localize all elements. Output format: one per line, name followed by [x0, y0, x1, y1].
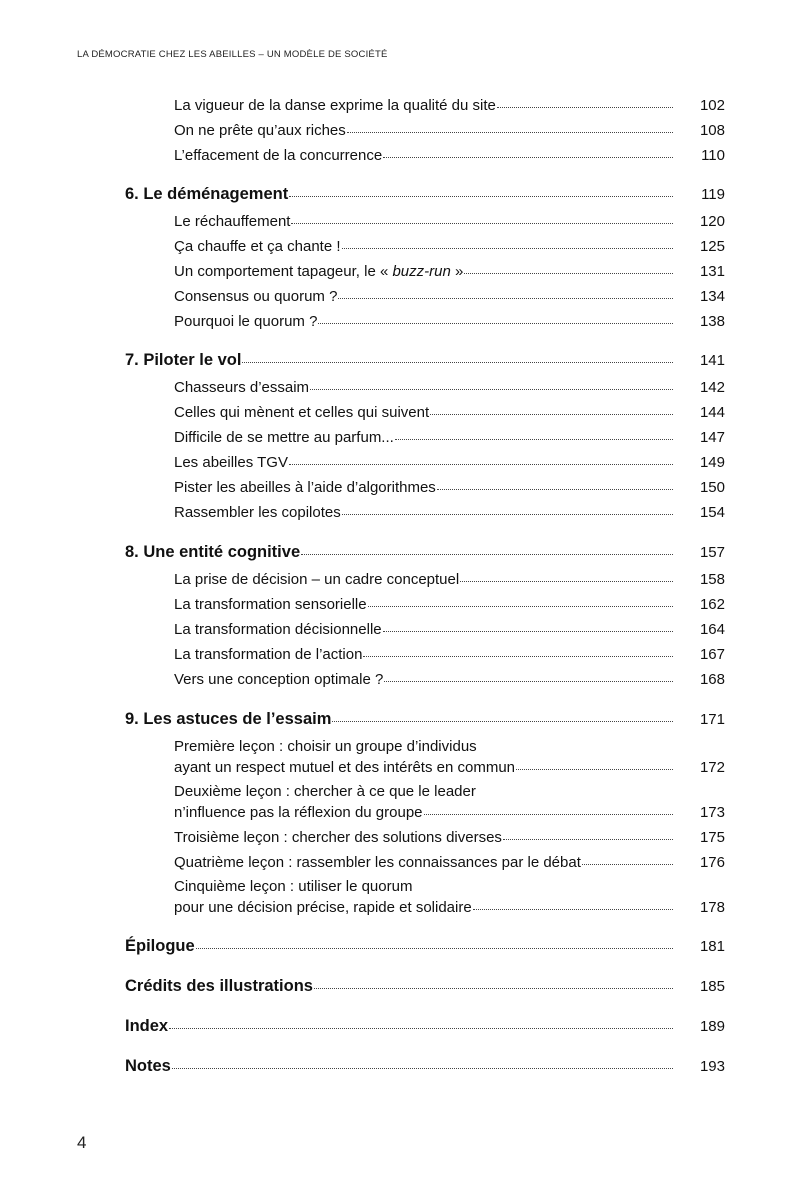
- toc-entry: [174, 479, 725, 496]
- toc-entry-page: 173: [699, 804, 725, 821]
- toc-chapter: [125, 710, 725, 729]
- toc-entry-title: ayant un respect mutuel et des intérêts en commun: [174, 759, 516, 776]
- toc-entry: [174, 288, 725, 305]
- dot-leader: [503, 839, 673, 840]
- toc-entry-title: Vers une conception optimale ?: [174, 671, 384, 688]
- page-number: 4: [77, 1133, 87, 1152]
- dot-leader: [314, 988, 673, 989]
- toc-entry: [174, 97, 725, 114]
- dot-leader: [169, 1028, 673, 1029]
- dot-leader: [172, 1068, 673, 1069]
- toc-entry-page: 149: [699, 454, 725, 471]
- toc-entry-title: Un comportement tapageur, le « buzz-run »: [174, 263, 464, 280]
- dot-leader: [289, 464, 673, 465]
- toc-entry: [174, 646, 725, 663]
- toc-entry-page: 102: [699, 97, 725, 114]
- toc-entry-title: Pister les abeilles à l’aide d’algorithmes: [174, 479, 436, 496]
- toc-entry-page: 138: [699, 313, 725, 330]
- toc-entry-italic: buzz-run: [392, 263, 451, 280]
- toc-entry-title: La transformation décisionnelle: [174, 621, 382, 638]
- toc-entry: [174, 313, 725, 330]
- toc-entry: [174, 621, 725, 638]
- dot-leader: [464, 273, 673, 274]
- dot-leader: [582, 864, 673, 865]
- toc-chapter-title: Épilogue: [125, 937, 195, 955]
- toc-chapter: [125, 1057, 725, 1076]
- dot-leader: [430, 414, 673, 415]
- toc-entry-title: L’effacement de la concurrence: [174, 147, 383, 164]
- toc-entry-title: Ça chauffe et ça chante !: [174, 238, 341, 255]
- toc-entry-title: Chasseurs d’essaim: [174, 379, 310, 396]
- dot-leader: [384, 681, 673, 682]
- toc-chapter-title: 6. Le déménagement: [125, 185, 289, 203]
- toc-chapter: [125, 185, 725, 204]
- toc-entry-page: 110: [701, 147, 725, 164]
- toc-entry-title: pour une décision précise, rapide et solidaire: [174, 899, 472, 916]
- dot-leader: [460, 581, 673, 582]
- toc-entry: [174, 454, 725, 471]
- toc-chapter: [125, 1017, 725, 1036]
- toc-entry-page: 158: [699, 571, 725, 588]
- toc-entry-page: 175: [699, 829, 725, 846]
- dot-leader: [342, 248, 673, 249]
- toc-chapter-page: 141: [699, 352, 725, 369]
- dot-leader: [437, 489, 673, 490]
- dot-leader: [473, 909, 673, 910]
- toc-entry: [174, 899, 725, 916]
- dot-leader: [301, 554, 673, 555]
- toc-entry: [174, 504, 725, 521]
- toc-entry-page: 125: [699, 238, 725, 255]
- dot-leader: [424, 814, 673, 815]
- toc-entry-title: La transformation de l’action: [174, 646, 363, 663]
- dot-leader: [342, 514, 673, 515]
- toc-chapter-page: 119: [701, 186, 725, 203]
- toc-entry: [174, 671, 725, 688]
- toc-entry: [174, 122, 725, 139]
- toc-chapter-page: 181: [699, 938, 725, 955]
- toc-entry-title: Celles qui mènent et celles qui suivent: [174, 404, 430, 421]
- dot-leader: [516, 769, 673, 770]
- toc-entry-title: Difficile de se mettre au parfum...: [174, 429, 394, 446]
- toc-entry-title: La vigueur de la danse exprime la qualité du site: [174, 97, 496, 114]
- dot-leader: [383, 157, 673, 158]
- toc-entry-title: On ne prête qu’aux riches: [174, 122, 346, 139]
- toc-entry-title-line1: Première leçon : choisir un groupe d’individus: [174, 738, 477, 755]
- toc-entry-page: 147: [699, 429, 725, 446]
- toc-chapter: [125, 351, 725, 370]
- running-head: LA DÉMOCRATIE CHEZ LES ABEILLES – UN MODÈLE DE SOCIÉTÉ: [77, 49, 388, 60]
- toc-entry-page: 134: [699, 288, 725, 305]
- toc-chapter-page: 157: [699, 544, 725, 561]
- toc-entry-page: 142: [699, 379, 725, 396]
- toc-entry: [174, 213, 725, 230]
- toc-entry-page: 144: [699, 404, 725, 421]
- toc-entry-page: 131: [699, 263, 725, 280]
- toc-entry-page: 150: [699, 479, 725, 496]
- toc-chapter-title: Notes: [125, 1057, 171, 1075]
- toc-entry-page: 168: [699, 671, 725, 688]
- dot-leader: [242, 362, 673, 363]
- toc-chapter-title: Index: [125, 1017, 169, 1035]
- toc-entry: [174, 429, 725, 446]
- toc-entry: [174, 854, 725, 871]
- dot-leader: [395, 439, 673, 440]
- toc-entry-page: 162: [699, 596, 725, 613]
- toc-chapter: [125, 543, 725, 562]
- toc-entry-page: 176: [699, 854, 725, 871]
- toc-entry-title: Troisième leçon : chercher des solutions diverses: [174, 829, 502, 846]
- toc-entry-title: Le réchauffement: [174, 213, 291, 230]
- toc-entry-title: Quatrième leçon : rassembler les connaissances par le débat: [174, 854, 581, 871]
- dot-leader: [347, 132, 673, 133]
- toc-entry-title: La transformation sensorielle: [174, 596, 367, 613]
- toc-entry-title-line1: Cinquième leçon : utiliser le quorum: [174, 878, 413, 895]
- dot-leader: [338, 298, 673, 299]
- dot-leader: [332, 721, 673, 722]
- toc-chapter-title: Crédits des illustrations: [125, 977, 313, 995]
- toc-entry-title: Pourquoi le quorum ?: [174, 313, 318, 330]
- toc-entry: [174, 759, 725, 776]
- dot-leader: [363, 656, 673, 657]
- dot-leader: [310, 389, 673, 390]
- toc-chapter-title: 9. Les astuces de l’essaim: [125, 710, 332, 728]
- dot-leader: [383, 631, 673, 632]
- toc-entry: [174, 147, 725, 164]
- toc-entry-title: La prise de décision – un cadre conceptuel: [174, 571, 460, 588]
- toc-chapter-page: 189: [699, 1018, 725, 1035]
- toc-chapter-page: 193: [699, 1058, 725, 1075]
- toc-entry: [174, 404, 725, 421]
- toc-entry: [174, 379, 725, 396]
- dot-leader: [368, 606, 673, 607]
- toc-chapter-title: 8. Une entité cognitive: [125, 543, 301, 561]
- toc-entry: [174, 238, 725, 255]
- toc-chapter-page: 171: [699, 711, 725, 728]
- dot-leader: [497, 107, 673, 108]
- toc-entry-page: 120: [699, 213, 725, 230]
- toc-entry-page: 108: [699, 122, 725, 139]
- toc-entry: [174, 596, 725, 613]
- toc-chapter-title: 7. Piloter le vol: [125, 351, 242, 369]
- toc-entry-title: n’influence pas la réflexion du groupe: [174, 804, 423, 821]
- dot-leader: [318, 323, 673, 324]
- toc-entry: [174, 804, 725, 821]
- toc-entry-title: Les abeilles TGV: [174, 454, 288, 471]
- toc-chapter-page: 185: [699, 978, 725, 995]
- toc-entry-page: 178: [699, 899, 725, 916]
- dot-leader: [196, 948, 673, 949]
- dot-leader: [291, 223, 673, 224]
- toc-entry-page: 164: [699, 621, 725, 638]
- toc-chapter: [125, 977, 725, 996]
- dot-leader: [289, 196, 673, 197]
- toc-entry-page: 154: [699, 504, 725, 521]
- toc-entry-title-line1: Deuxième leçon : chercher à ce que le leader: [174, 783, 476, 800]
- toc-entry-title: Consensus ou quorum ?: [174, 288, 338, 305]
- toc-chapter: [125, 937, 725, 956]
- toc-entry-page: 167: [699, 646, 725, 663]
- toc-entry: [174, 829, 725, 846]
- toc-entry: [174, 263, 725, 280]
- toc-entry-title: Rassembler les copilotes: [174, 504, 341, 521]
- toc-entry-page: 172: [699, 759, 725, 776]
- toc-entry: [174, 571, 725, 588]
